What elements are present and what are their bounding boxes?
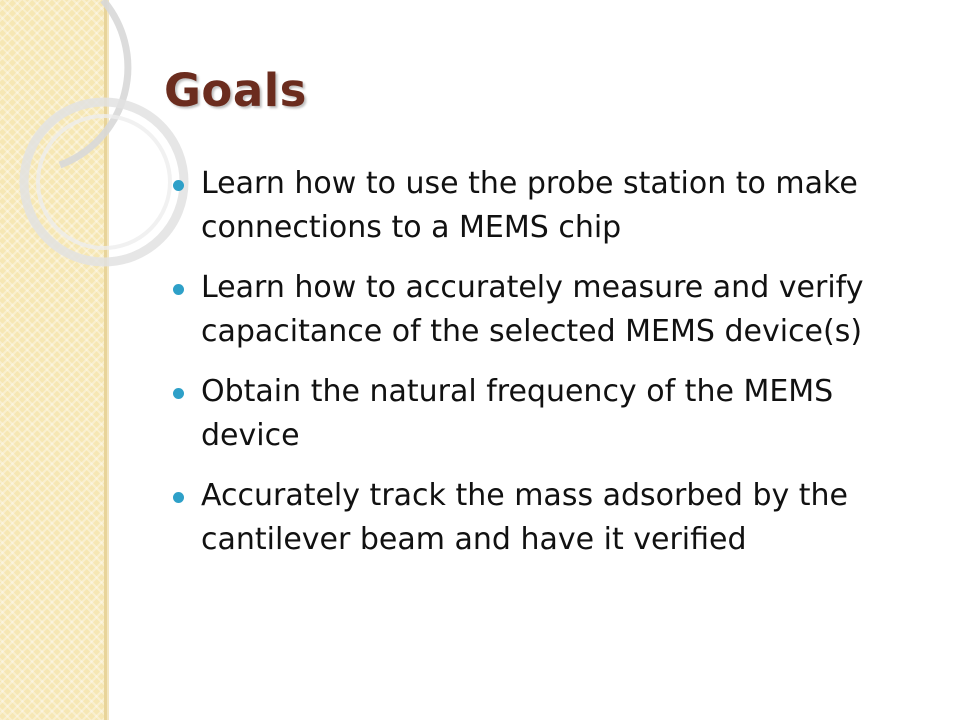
bullet-text: Learn how to use the probe station to make connections to a MEMS chip — [201, 166, 858, 245]
bullet-dot-icon — [173, 388, 184, 399]
bullet-item — [170, 474, 910, 562]
bullet-text: Learn how to accurately measure and verify capacitance of the selected MEMS device(s) — [201, 270, 864, 349]
bullet-dot-icon — [173, 492, 184, 503]
bullet-dot-icon — [173, 284, 184, 295]
bullet-item — [170, 162, 910, 250]
bullet-dot-icon — [173, 180, 184, 191]
bullet-item — [170, 266, 910, 354]
bullet-text: Obtain the natural frequency of the MEMS device — [201, 374, 834, 453]
bullet-list — [170, 162, 910, 578]
slide-title: Goals — [164, 64, 307, 117]
bullet-text: Accurately track the mass adsorbed by the cantilever beam and have it verified — [201, 478, 849, 557]
bullet-item — [170, 370, 910, 458]
